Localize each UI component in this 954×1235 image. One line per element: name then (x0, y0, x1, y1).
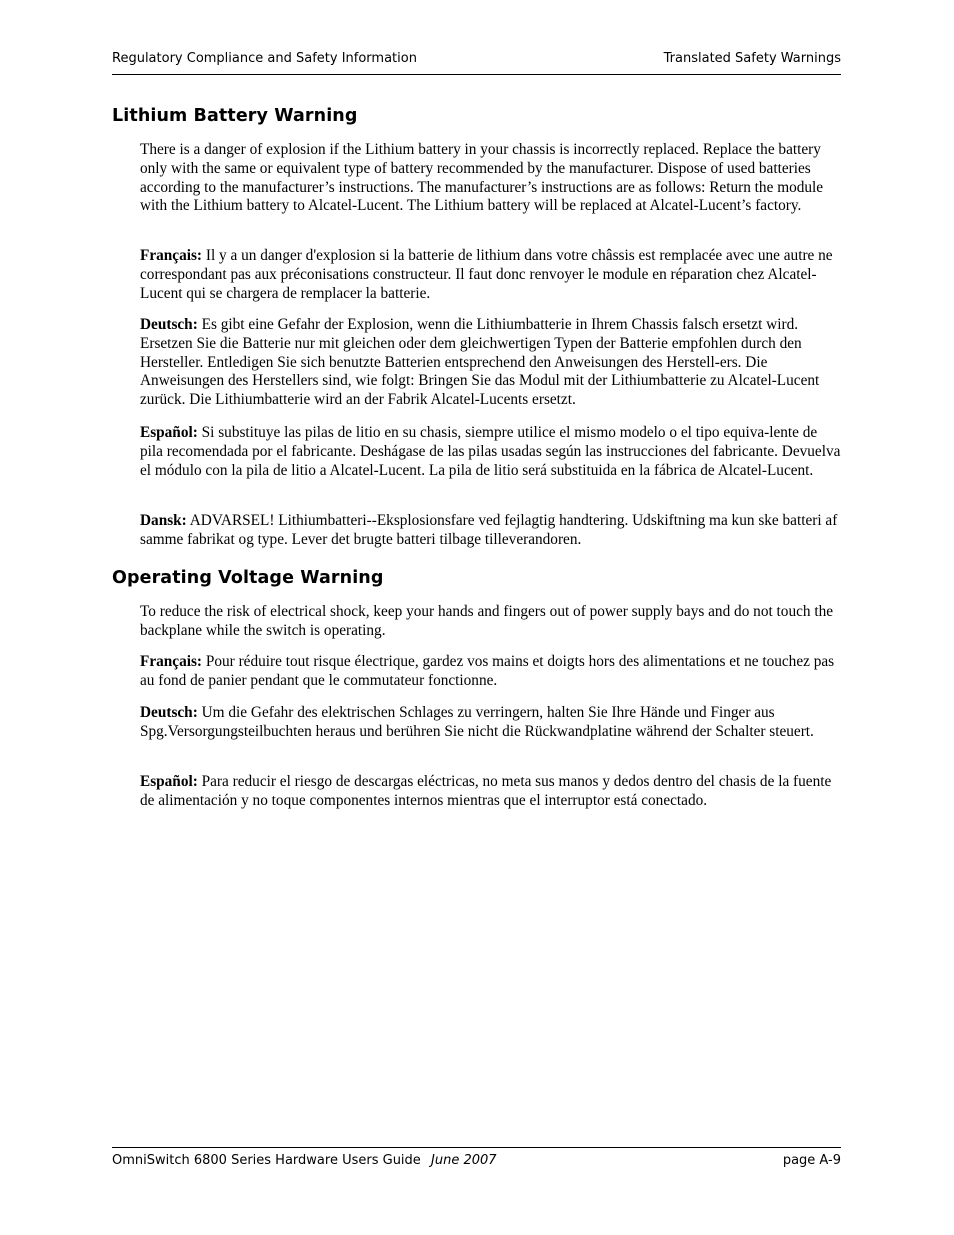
paragraph-voltage-spanish (140, 773, 842, 811)
paragraph-lithium-english (140, 141, 842, 216)
paragraph-lang-label: Français: (140, 247, 203, 264)
paragraph-voltage-german (140, 704, 842, 742)
running-footer (112, 1147, 841, 1174)
section-heading-lithium: Lithium Battery Warning (112, 106, 358, 126)
paragraph-lang-label: Français: (140, 653, 203, 670)
paragraph-lang-label: Deutsch: (140, 704, 198, 721)
paragraph-text: To reduce the risk of electrical shock, keep your hands and fingers out of power supply bays and do not touch the backplane while the switch is operating. (140, 603, 834, 639)
running-header (112, 50, 841, 75)
paragraph-text: Si substituye las pilas de litio en su chasis, siempre utilice el mismo modelo o el tipo equiva-lente de pila recomendada por el fabricante. Deshágase de las pilas usadas según las instrucciones del fabricante. Devuelva el módulo con la pila de litio a Alcatel-Lucent. La pila de litio será substituida en la fábrica de Alcatel-Lucent. (140, 424, 841, 479)
paragraph-voltage-french (140, 653, 842, 691)
paragraph-lithium-danish (140, 512, 842, 550)
paragraph-text: Es gibt eine Gefahr der Explosion, wenn die Lithiumbatterie in Ihrem Chassis falsch ersetzt wird. Ersetzen Sie die Batterie nur mit gleichen oder dem gleichwertigen Typen der Batterie empfohlen durch den Hersteller. Entledigen Sie sich benutzte Batterien entsprechend den Anweisungen des Herstell-ers. Die Anweisungen des Herstellers sind, wie folgt: Bringen Sie das Modul mit der Lithiumbatterie zu Alcatel-Lucent zurück. Die Lithiumbatterie wird an der Fabrik Alcatel-Lucents ersetzt. (140, 316, 820, 409)
paragraph-text: Pour réduire tout risque électrique, gardez vos mains et doigts hors des alimentations et ne touchez pas au fond de panier pendant que le commutateur fonctionne. (140, 653, 835, 689)
paragraph-lang-label: Español: (140, 773, 198, 790)
paragraph-text: Para reducir el riesgo de descargas eléctricas, no meta sus manos y dedos dentro del chasis de la fuente de alimentación y no toque componentes internos mientras que el interruptor está conectado. (140, 773, 832, 809)
footer-page-number: page A-9 (782, 1153, 841, 1168)
paragraph-text: Um die Gefahr des elektrischen Schlages zu verringern, halten Sie Ihre Hände und Finger aus Spg.Versorgungsteilbuchten heraus und berühren Sie nicht die Rückwandplatine während der Schalter steuert. (140, 704, 814, 740)
footer-guide-title: OmniSwitch 6800 Series Hardware Users Guide (112, 1153, 421, 1168)
paragraph-lithium-spanish (140, 424, 842, 480)
footer-date: June 2007 (431, 1153, 497, 1168)
paragraph-text: ADVARSEL! Lithiumbatteri--Eksplosionsfare ved fejlagtig handtering. Udskiftning ma kun ske batteri af samme fabrikat og type. Lever det brugte batteri tilbage tilleverandoren. (140, 512, 838, 548)
header-section-title: Translated Safety Warnings (663, 51, 841, 66)
header-chapter-title: Regulatory Compliance and Safety Information (112, 51, 417, 66)
paragraph-lang-label: Español: (140, 424, 198, 441)
paragraph-lang-label: Deutsch: (140, 316, 198, 333)
section-heading-voltage: Operating Voltage Warning (112, 568, 384, 588)
paragraph-lithium-french (140, 247, 842, 303)
paragraph-text: Il y a un danger d'explosion si la batterie de lithium dans votre châssis est remplacée avec une autre ne correspondant pas aux préconisations constructeur. Il faut donc renvoyer le module en réparation chez Alcatel-Lucent qui se chargera de remplacer la batterie. (140, 247, 833, 302)
paragraph-lithium-german (140, 316, 842, 410)
paragraph-voltage-english (140, 603, 842, 641)
paragraph-text: There is a danger of explosion if the Lithium battery in your chassis is incorrectly replaced. Replace the battery only with the same or equivalent type of battery recommended by the manufacturer. Dispose of used batteries according to the manufacturer’s instructions. The manufacturer’s instructions are as follows: Return the module with the Lithium battery to Alcatel-Lucent. The Lithium battery will be replaced at Alcatel-Lucent’s factory. (140, 141, 824, 215)
paragraph-lang-label: Dansk: (140, 512, 187, 529)
